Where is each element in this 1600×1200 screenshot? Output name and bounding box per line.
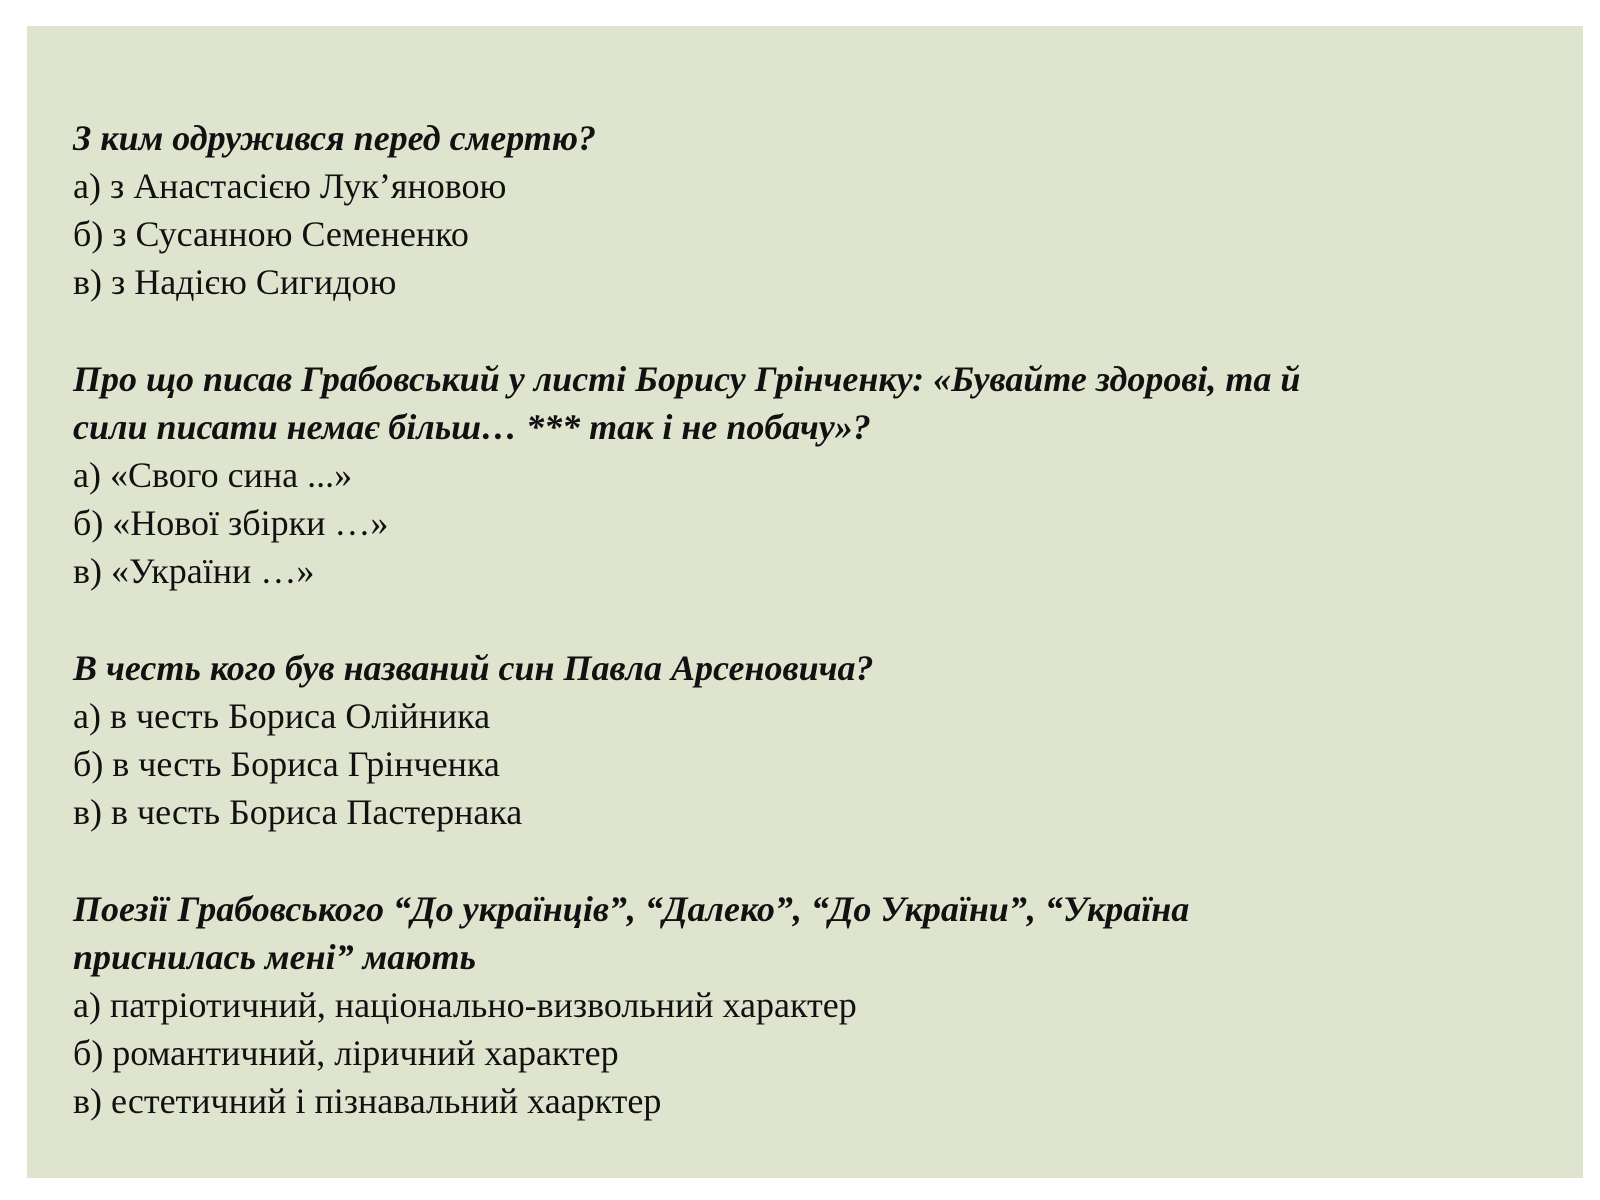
- question-block-3: [73, 644, 1543, 836]
- answer-option-b: б) романтичний, ліричний характер: [73, 1033, 619, 1073]
- answer-option-b: б) «Нової збірки …»: [73, 503, 389, 543]
- answer-option-a: а) «Свого сина ...»: [73, 455, 353, 495]
- question-block-1: [73, 114, 1543, 306]
- question-text-line-2: сили писати немає більш… *** так і не побачу»?: [73, 407, 871, 447]
- question-text-line-1: Про що писав Грабовський у листі Борису Грінченку: «Бувайте здорові, та й: [73, 359, 1301, 399]
- answer-option-b: б) в честь Бориса Грінченка: [73, 744, 500, 784]
- answer-option-a: а) патріотичний, національно-визвольний характер: [73, 985, 857, 1025]
- answer-option-b: б) з Сусанною Семененко: [73, 214, 469, 254]
- answer-option-a: а) з Анастасією Лук’яновою: [73, 166, 507, 206]
- answer-option-c: в) з Надією Сигидою: [73, 262, 397, 302]
- question-block-2: [73, 355, 1543, 595]
- question-text: В честь кого був названий син Павла Арсеновича?: [73, 648, 874, 688]
- slide-panel: [27, 26, 1583, 1178]
- question-block-4: [73, 885, 1543, 1125]
- answer-option-c: в) в честь Бориса Пастернака: [73, 792, 523, 832]
- question-text: З ким одружився перед смертю?: [73, 118, 597, 158]
- question-text-line-1: Поезії Грабовського “До українців”, “Далеко”, “До України”, “Україна: [73, 889, 1190, 929]
- answer-option-a: а) в честь Бориса Олійника: [73, 696, 491, 736]
- answer-option-c: в) естетичний і пізнавальний хаарктер: [73, 1081, 662, 1121]
- answer-option-c: в) «України …»: [73, 551, 315, 591]
- question-text-line-2: приснилась мені” мають: [73, 937, 476, 977]
